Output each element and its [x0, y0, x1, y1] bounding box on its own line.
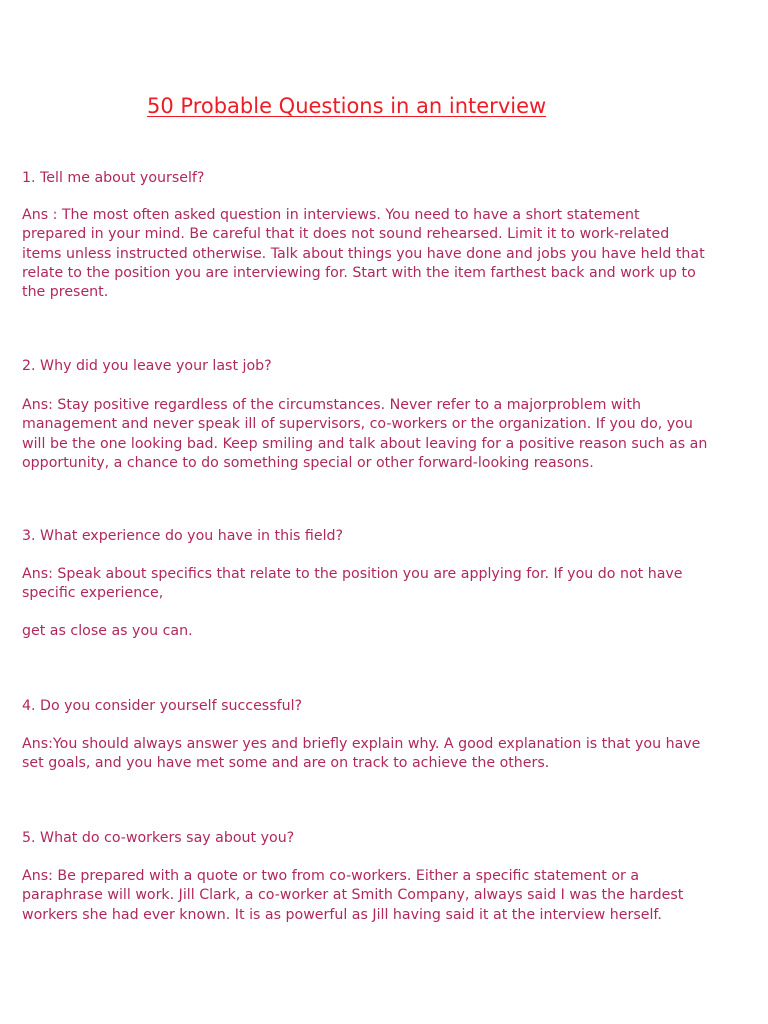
- answer-2: [22, 396, 762, 473]
- document-title: 50 Probable Questions in an interview: [147, 94, 547, 118]
- answer-1-line-3: items unless instructed otherwise. Talk about things you have done and jobs you have held that: [22, 245, 705, 262]
- answer-4-line-2: set goals, and you have met some and are on track to achieve the others.: [22, 755, 550, 772]
- answer-1-line-5: the present.: [22, 284, 109, 301]
- answer-5-line-3: workers she had ever known. It is as powerful as Jill having said it at the interview herself.: [22, 906, 662, 923]
- answer-4-line-1: Ans:You should always answer yes and briefly explain why. A good explanation is that you have: [22, 736, 701, 752]
- answer-2-line-4: opportunity, a chance to do something special or other forward-looking reasons.: [22, 454, 594, 471]
- answer-5-line-1: Ans: Be prepared with a quote or two from co-workers. Either a specific statement or a: [22, 868, 640, 884]
- answer-3: [22, 565, 762, 604]
- answer-1-line-2: prepared in your mind. Be careful that it does not sound rehearsed. Limit it to work-related: [22, 226, 670, 243]
- answer-1-line-1: Ans : The most often asked question in interviews. You need to have a short statement: [22, 207, 640, 223]
- answer-5: [22, 867, 762, 925]
- answer-5-line-2: paraphrase will work. Jill Clark, a co-worker at Smith Company, always said I was the hardest: [22, 887, 684, 904]
- answer-2-line-1: Ans: Stay positive regardless of the circumstances. Never refer to a majorproblem with: [22, 397, 642, 413]
- question-5: 5. What do co-workers say about you?: [22, 830, 295, 846]
- answer-1: [22, 206, 762, 302]
- answer-4: [22, 735, 762, 774]
- answer-2-line-2: management and never speak ill of supervisors, co-workers or the organization. If you do, you: [22, 416, 693, 433]
- question-1: 1. Tell me about yourself?: [22, 170, 205, 186]
- answer-2-line-3: will be the one looking bad. Keep smiling and talk about leaving for a positive reason such as an: [22, 435, 708, 452]
- question-3: 3. What experience do you have in this field?: [22, 528, 344, 544]
- answer-3-line-1: Ans: Speak about specifics that relate to the position you are applying for. If you do not have: [22, 566, 683, 582]
- answer-1-line-4: relate to the position you are interviewing for. Start with the item farthest back and work up to: [22, 264, 696, 281]
- answer-3-line-2: specific experience,: [22, 585, 164, 602]
- question-2: 2. Why did you leave your last job?: [22, 358, 272, 374]
- answer-3-continued: get as close as you can.: [22, 623, 193, 639]
- question-4: 4. Do you consider yourself successful?: [22, 698, 303, 714]
